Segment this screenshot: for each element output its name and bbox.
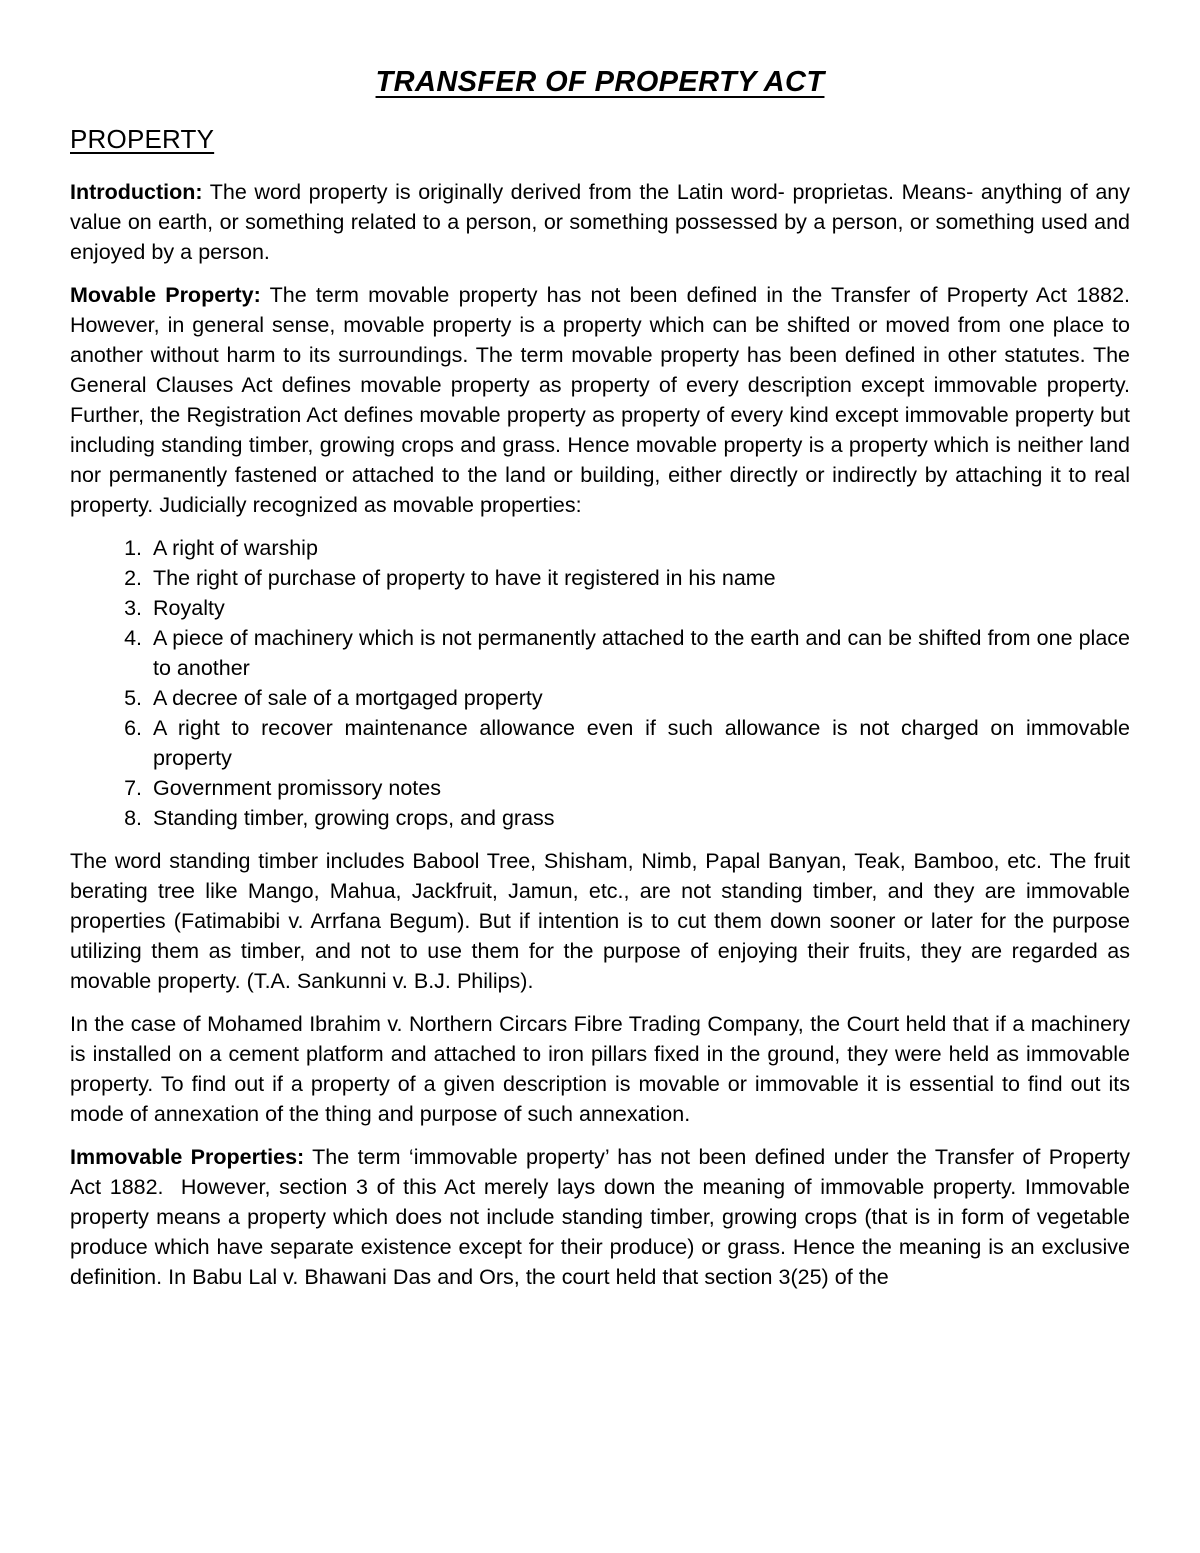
paragraph-body-standing-timber: The word standing timber includes Babool Tree, Shisham, Nimb, Papal Banyan, Teak, Bamboo, etc. The fruit berating tree like Mango, Mahua, Jackfruit, Jamun, etc., are not standing timber, and they are immovable properties (Fatimabibi v. Arrfana Begum). But if intention is to cut them down sooner or later for the purpose utilizing them as timber, and not to use them for the purpose of enjoying their fruits, they are regarded as movable property. (T.A. Sankunni v. B.J. Philips). xyxy=(70,849,1137,994)
list-item: 4. A piece of machinery which is not permanently attached to the earth and can be shifted from one place to another xyxy=(148,623,1130,683)
list-item: 8. Standing timber, growing crops, and grass xyxy=(148,803,1130,833)
page-title: TRANSFER OF PROPERTY ACT xyxy=(375,66,825,98)
section-heading-property: PROPERTY xyxy=(70,124,215,155)
paragraph-body-movable-property: The term movable property has not been defined in the Transfer of Property Act 1882. However, in general sense, movable property is a property which can be shifted or moved from one place to another without harm to its surroundings. The term movable property has been defined in other statutes. The General Clauses Act defines movable property as property of every description except immovable property. Further, the Registration Act defines movable property as property of every kind except immovable property but including standing timber, growing crops and grass. Hence movable property is a property which is neither land nor permanently fastened or attached to the land or building, either directly or indirectly by attaching it to real property. Judicially recognized as movable properties: xyxy=(70,283,1137,518)
paragraph-mohamed-ibrahim-case xyxy=(70,1009,1137,1129)
paragraph-lead-movable-property: Movable Property: xyxy=(70,283,261,308)
list-item: 2. The right of purchase of property to have it registered in his name xyxy=(148,563,1130,593)
paragraph-introduction xyxy=(70,177,1137,267)
paragraph-lead-immovable-properties: Immovable Properties: xyxy=(70,1145,305,1170)
list-item: 1. A right of warship xyxy=(148,533,1130,563)
movable-property-list xyxy=(70,533,1130,833)
paragraph-immovable-properties xyxy=(70,1142,1137,1292)
list-item: 7. Government promissory notes xyxy=(148,773,1130,803)
paragraph-lead-introduction: Introduction: xyxy=(70,180,203,205)
list-item: 6. A right to recover maintenance allowance even if such allowance is not charged on immovable property xyxy=(148,713,1130,773)
paragraph-movable-property xyxy=(70,280,1137,520)
paragraph-body-introduction: The word property is originally derived from the Latin word- proprietas. Means- anything of any value on earth, or something related to a person, or something possessed by a person, or something used and enjoyed by a person. xyxy=(70,180,1137,265)
list-item: 3. Royalty xyxy=(148,593,1130,623)
paragraph-body-mohamed-ibrahim-case: In the case of Mohamed Ibrahim v. Northern Circars Fibre Trading Company, the Court held that if a machinery is installed on a cement platform and attached to iron pillars fixed in the ground, they were held as immovable property. To find out if a property of a given description is movable or immovable it is essential to find out its mode of annexation of the thing and purpose of such annexation. xyxy=(70,1012,1137,1127)
paragraph-body-immovable-properties: The term ‘immovable property’ has not been defined under the Transfer of Property Act 1882. However, section 3 of this Act merely lays down the meaning of immovable property. Immovable property means a property which does not include standing timber, growing crops (that is in form of vegetable produce which have separate existence except for their produce) or grass. Hence the meaning is an exclusive definition. In Babu Lal v. Bhawani Das and Ors, the court held that section 3(25) of the xyxy=(70,1145,1137,1290)
list-item: 5. A decree of sale of a mortgaged property xyxy=(148,683,1130,713)
paragraph-standing-timber xyxy=(70,846,1137,996)
